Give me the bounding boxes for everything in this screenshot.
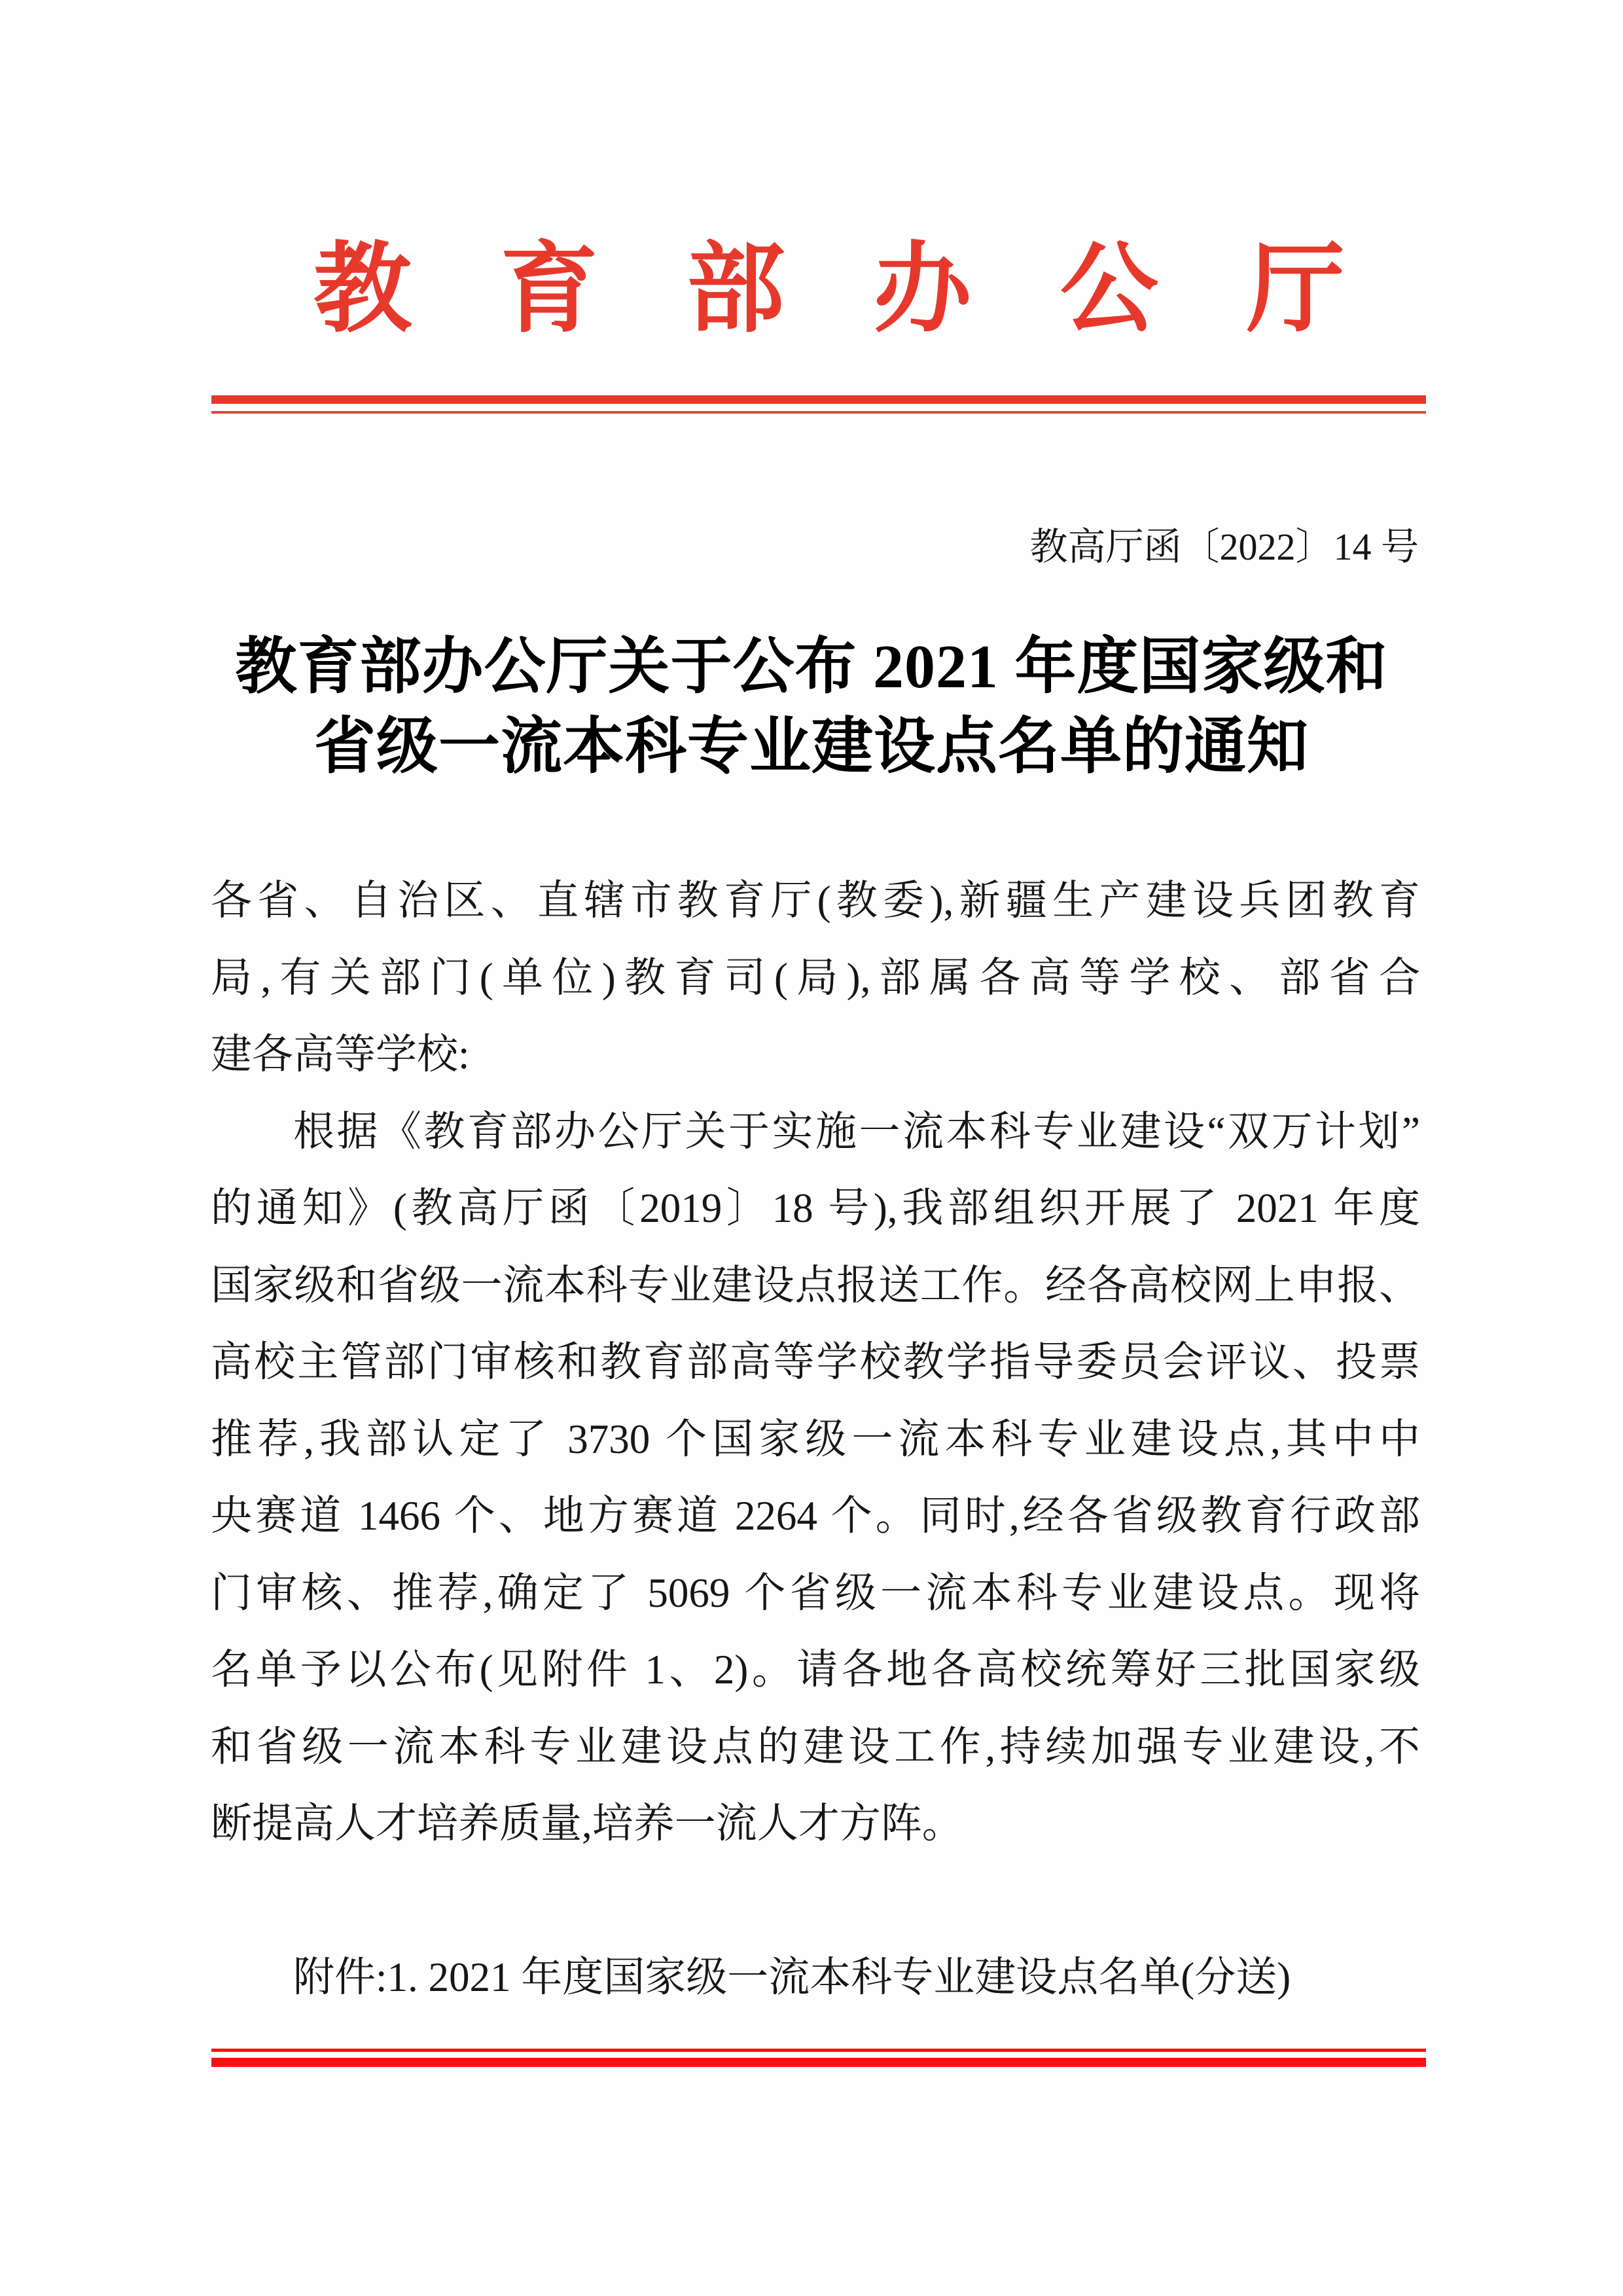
document-title-line1: 教育部办公厅关于公布 2021 年度国家级和 [235, 633, 1388, 701]
body-line: 的通知》(教高厅函〔2019〕18 号),我部组织开展了 2021 年度 [211, 1185, 1420, 1231]
body-line: 根据《教育部办公厅关于实施一流本科专业建设“双万计划” [293, 1108, 1420, 1155]
body-line: 各省、自治区、直辖市教育厅(教委),新疆生产建设兵团教育 [211, 878, 1420, 924]
document-title [0, 627, 1623, 787]
agency-header: 教 育 部 办 公 厅 [313, 236, 1345, 344]
body-line: 推荐,我部认定了 3730 个国家级一流本科专业建设点,其中中 [211, 1416, 1420, 1462]
body-line: 门审核、推荐,确定了 5069 个省级一流本科专业建设点。现将 [211, 1570, 1420, 1616]
body-line: 和省级一流本科专业建设点的建设工作,持续加强专业建设,不 [211, 1723, 1420, 1770]
body-line: 央赛道 1466 个、地方赛道 2264 个。同时,经各省级教育行政部 [211, 1493, 1420, 1539]
document-body [211, 863, 1420, 1863]
document-number: 教高厅函〔2022〕14 号 [1029, 526, 1419, 568]
footer-rule-thick [211, 2058, 1426, 2067]
body-line: 高校主管部门审核和教育部高等学校教学指导委员会评议、投票 [211, 1339, 1420, 1385]
footer-rule-thin [211, 2049, 1426, 2052]
document-title-line2: 省级一流本科专业建设点名单的通知 [313, 713, 1309, 781]
body-line: 建各高等学校: [211, 1031, 470, 1077]
body-line: 局,有关部门(单位)教育司(局),部属各高等学校、部省合 [211, 954, 1420, 1001]
attachment-line: 附件:1. 2021 年度国家级一流本科专业建设点名单(分送) [293, 1954, 1291, 2000]
body-line: 名单予以公布(见附件 1、2)。请各地各高校统筹好三批国家级 [211, 1647, 1420, 1693]
body-line: 国家级和省级一流本科专业建设点报送工作。经各高校网上申报、 [211, 1262, 1420, 1308]
header-rule-thin [211, 411, 1426, 414]
body-line: 断提高人才培养质量,培养一流人才方阵。 [211, 1801, 963, 1846]
header-rule-thick [211, 395, 1426, 404]
